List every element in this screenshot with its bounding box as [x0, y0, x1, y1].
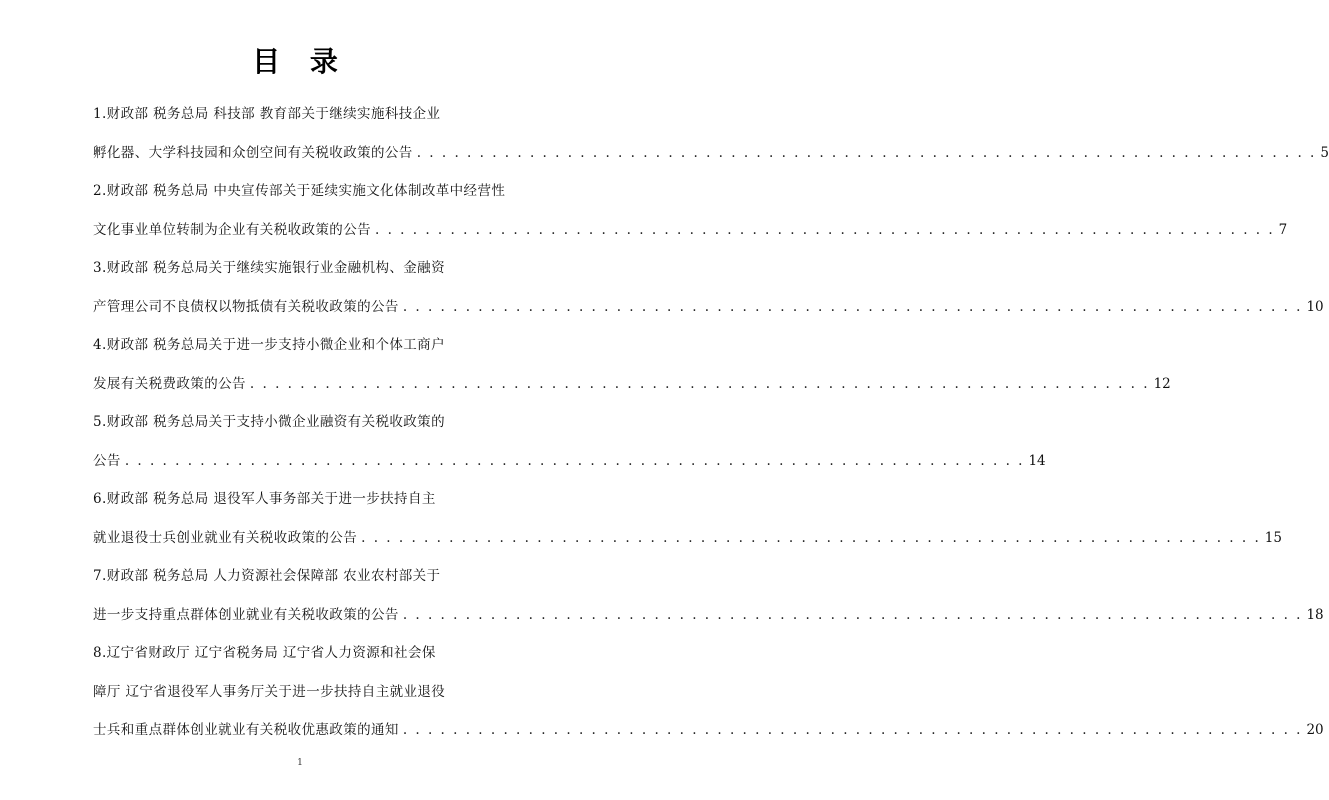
toc-entry[interactable] [93, 249, 1324, 326]
toc-entry-line [93, 673, 513, 712]
toc-page-number: 12 [1153, 375, 1171, 392]
toc-entry-text: 孵化器、大学科技园和众创空间有关税收政策的公告 [93, 144, 413, 161]
toc-entry-text: 1.财政部 税务总局 科技部 教育部关于继续实施科技企业 [93, 106, 441, 122]
toc-entry-line [93, 288, 1324, 327]
toc-entry[interactable] [93, 326, 1171, 403]
toc-entry-text: 3.财政部 税务总局关于继续实施银行业金融机构、金融资 [93, 260, 445, 276]
toc-entry-line [93, 711, 1324, 750]
toc-entry-line [93, 403, 513, 442]
page-number: 1 [297, 758, 303, 768]
toc-entry-line [93, 557, 513, 596]
toc-entry-text: 士兵和重点群体创业就业有关税收优惠政策的通知 [93, 722, 399, 738]
toc-leader-dots: . . . . . . . . . . . . . . . . . . . . . . . . . . . . . . . . . . . . . . . . . . . . . . . . . . . . . . . . . . . . . . . . . . . . . . . . [402, 298, 1303, 315]
toc-entry[interactable] [93, 95, 1329, 172]
toc-entry-text: 发展有关税费政策的公告 [93, 375, 246, 392]
toc-entry-text: 障厅 辽宁省退役军人事务厅关于进一步扶持自主就业退役 [93, 683, 446, 700]
toc-entry-line [93, 634, 513, 673]
toc-leader-dots: . . . . . . . . . . . . . . . . . . . . . . . . . . . . . . . . . . . . . . . . . . . . . . . . . . . . . . . . . . . . . . . . . . . . . . . . [402, 606, 1303, 623]
page-title: 目 录 [252, 45, 348, 78]
toc-entry-text: 文化事业单位转制为企业有关税收政策的公告 [93, 221, 371, 238]
toc-leader-dots: . . . . . . . . . . . . . . . . . . . . . . . . . . . . . . . . . . . . . . . . . . . . . . . . . . . . . . . . . . . . . . . . . . . . . . . . [249, 375, 1150, 392]
toc-leader-dots: . . . . . . . . . . . . . . . . . . . . . . . . . . . . . . . . . . . . . . . . . . . . . . . . . . . . . . . . . . . . . . . . . . . . . . . . [402, 722, 1303, 738]
toc-entry-line [93, 134, 1329, 173]
toc-entry-text: 6.财政部 税务总局 退役军人事务部关于进一步扶持自主 [93, 491, 436, 507]
toc-leader-dots: . . . . . . . . . . . . . . . . . . . . . . . . . . . . . . . . . . . . . . . . . . . . . . . . . . . . . . . . . . . . . . . . . . . . . . . . [124, 452, 1025, 469]
toc-entry-line [93, 442, 1046, 481]
toc-entry-line [93, 95, 513, 134]
toc-page-number: 18 [1306, 606, 1324, 623]
toc-entry[interactable] [93, 557, 1324, 634]
toc-entry-line [93, 172, 513, 211]
toc-leader-dots: . . . . . . . . . . . . . . . . . . . . . . . . . . . . . . . . . . . . . . . . . . . . . . . . . . . . . . . . . . . . . . . . . . . . . . . . [416, 144, 1317, 161]
toc-entry-line [93, 596, 1324, 635]
toc-page-number: 7 [1278, 221, 1288, 238]
toc-entry-text: 就业退役士兵创业就业有关税收政策的公告 [93, 529, 358, 546]
toc-page-number: 20 [1306, 722, 1324, 738]
toc-entry-line [93, 365, 1171, 404]
toc-entry-line [93, 211, 1288, 250]
toc-entry-line [93, 326, 513, 365]
toc-leader-dots: . . . . . . . . . . . . . . . . . . . . . . . . . . . . . . . . . . . . . . . . . . . . . . . . . . . . . . . . . . . . . . . . . . . . . . . . [361, 529, 1261, 546]
toc-entry-text: 2.财政部 税务总局 中央宣传部关于延续实施文化体制改革中经营性 [93, 183, 506, 199]
toc-page-number: 14 [1028, 452, 1046, 469]
toc-entry[interactable] [93, 634, 1324, 750]
toc-entry-text: 进一步支持重点群体创业就业有关税收政策的公告 [93, 606, 399, 623]
toc-entry-text: 8.辽宁省财政厅 辽宁省税务局 辽宁省人力资源和社会保 [93, 645, 436, 661]
toc-entry[interactable] [93, 480, 1282, 557]
toc-entry-text: 5.财政部 税务总局关于支持小微企业融资有关税收政策的 [93, 414, 445, 430]
toc-entry[interactable] [93, 403, 1046, 480]
toc-page-number: 15 [1264, 529, 1282, 546]
toc-entry-line [93, 480, 513, 519]
toc-entry-line [93, 249, 513, 288]
table-of-contents [93, 95, 1329, 750]
toc-entry[interactable] [93, 172, 1288, 249]
toc-entry-line [93, 519, 1282, 558]
toc-page-number: 10 [1306, 298, 1324, 315]
toc-entry-text: 4.财政部 税务总局关于进一步支持小微企业和个体工商户 [93, 337, 445, 353]
toc-page-number: 5 [1320, 144, 1329, 161]
toc-entry-text: 产管理公司不良债权以物抵债有关税收政策的公告 [93, 298, 399, 315]
toc-entry-text: 公告 [93, 452, 121, 469]
toc-leader-dots: . . . . . . . . . . . . . . . . . . . . . . . . . . . . . . . . . . . . . . . . . . . . . . . . . . . . . . . . . . . . . . . . . . . . . . . . [375, 221, 1275, 238]
toc-entry-text: 7.财政部 税务总局 人力资源社会保障部 农业农村部关于 [93, 568, 441, 584]
